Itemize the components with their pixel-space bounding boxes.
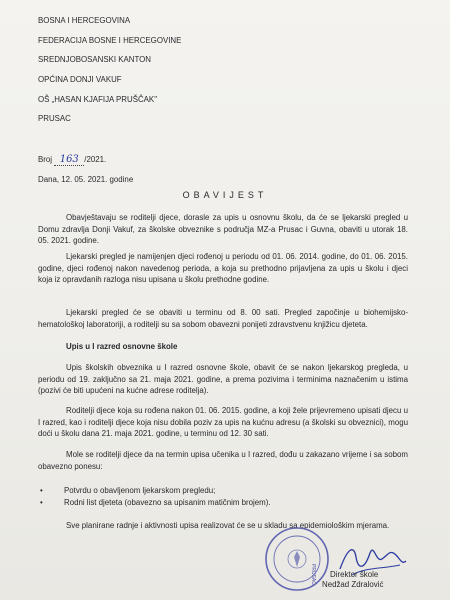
broj-handwritten-number: 163 <box>54 155 84 166</box>
document-title: OBAVIJEST <box>182 190 268 200</box>
paragraph-exam-time: Ljekarski pregled će se obaviti u terminu od 8. 00 sati. Pregled započinje u biohemijsko-hematološkoj laboratoriji, a roditelji su sa sobom obavezni ponijeti zdravstvenu knjižicu djeteta. <box>38 308 408 329</box>
header-municipality: OPĆINA DONJI VAKUF <box>38 75 122 84</box>
paragraph-early-enrollment: Roditelji djece koja su rođena nakon 01. 06. 2015. godine, a koji žele prijevremeno upisati djecu u I razred, kao i roditelji djece koja nisu dobila poziv za upis na kućnu adresu (a školski su obveznici), mogu doći u školu dana 21. maja 2021. godine, u terminu od 12. 30 sati. <box>38 406 408 439</box>
paragraph-medical-exam-notice: Obavještavaju se roditelji djece, doraslе za upis u osnovnu školu, da će se ljekarski pregled u Domu zdravlja Donji Vakuf, za školske obveznike s područja MZ-a Prusac i Guvna, obaviti u utorak 18. 05. 2021. godine. <box>38 213 408 246</box>
header-canton: SREDNJOBOSANSKI KANTON <box>38 55 151 64</box>
document-date: Dana, 12. 05. 2021. godine <box>38 175 134 184</box>
broj-label: Broj <box>38 155 53 164</box>
paragraph-epidemiological-measures: Sve planirane radnje i aktivnosti upisa realizovat će se u skladu sa epidemiološkim mjerama. <box>66 521 390 530</box>
stamp-text: PRUSAC <box>310 564 316 585</box>
documents-list <box>38 485 368 508</box>
broj-suffix: /2021. <box>84 155 107 164</box>
subheading-enrollment: Upis u I razred osnovne škole <box>66 342 178 351</box>
signature-name: Nedžad Zdralović <box>322 580 384 589</box>
header-country: BOSNA I HERCEGOVINA <box>38 16 131 25</box>
signature-role: Direktor škole <box>330 570 379 579</box>
header-school: OŠ „HASAN KJAFIJA PRUŠČAK" <box>38 95 157 104</box>
list-item: • Rodni list djeteta (obavezno sa upisanim matičnim brojem). <box>38 497 368 509</box>
paragraph-eligible-children: Ljekarski pregled je namijenjen djeci rođenoj u periodu od 01. 06. 2014. godine, do 01. 06. 2015. godine, djeci rođenoj nakon navedenog perioda, a koja su prethodno prijavljena za upis u školu i djeci koja iz opravdanih razloga nisu upisana u školu prethodne godine. <box>38 252 408 285</box>
reference-number <box>38 155 106 166</box>
paragraph-required-documents: Mole se roditelji djece da na termin upisa učenika u I razred, dođu u zakazano vrijeme i sa sobom obavezno ponesu: <box>38 450 408 471</box>
header-federation: FEDERACIJA BOSNE I HERCEGOVINE <box>38 36 182 45</box>
list-item: • Potvrdu o obavljenom ljekarskom pregledu; <box>38 485 368 497</box>
paragraph-enrollment-period: Upis školskih obveznika u I razred osnovne škole, obavit će se nakon ljekarskog pregleda, u periodu od 19. zaključno sa 21. maja 2021. godine, a prema pozivima i terminima naznačenim u istima (pozivi će biti upućeni na kućne adrese roditelja). <box>38 363 408 396</box>
header-place: PRUSAC <box>38 114 71 123</box>
